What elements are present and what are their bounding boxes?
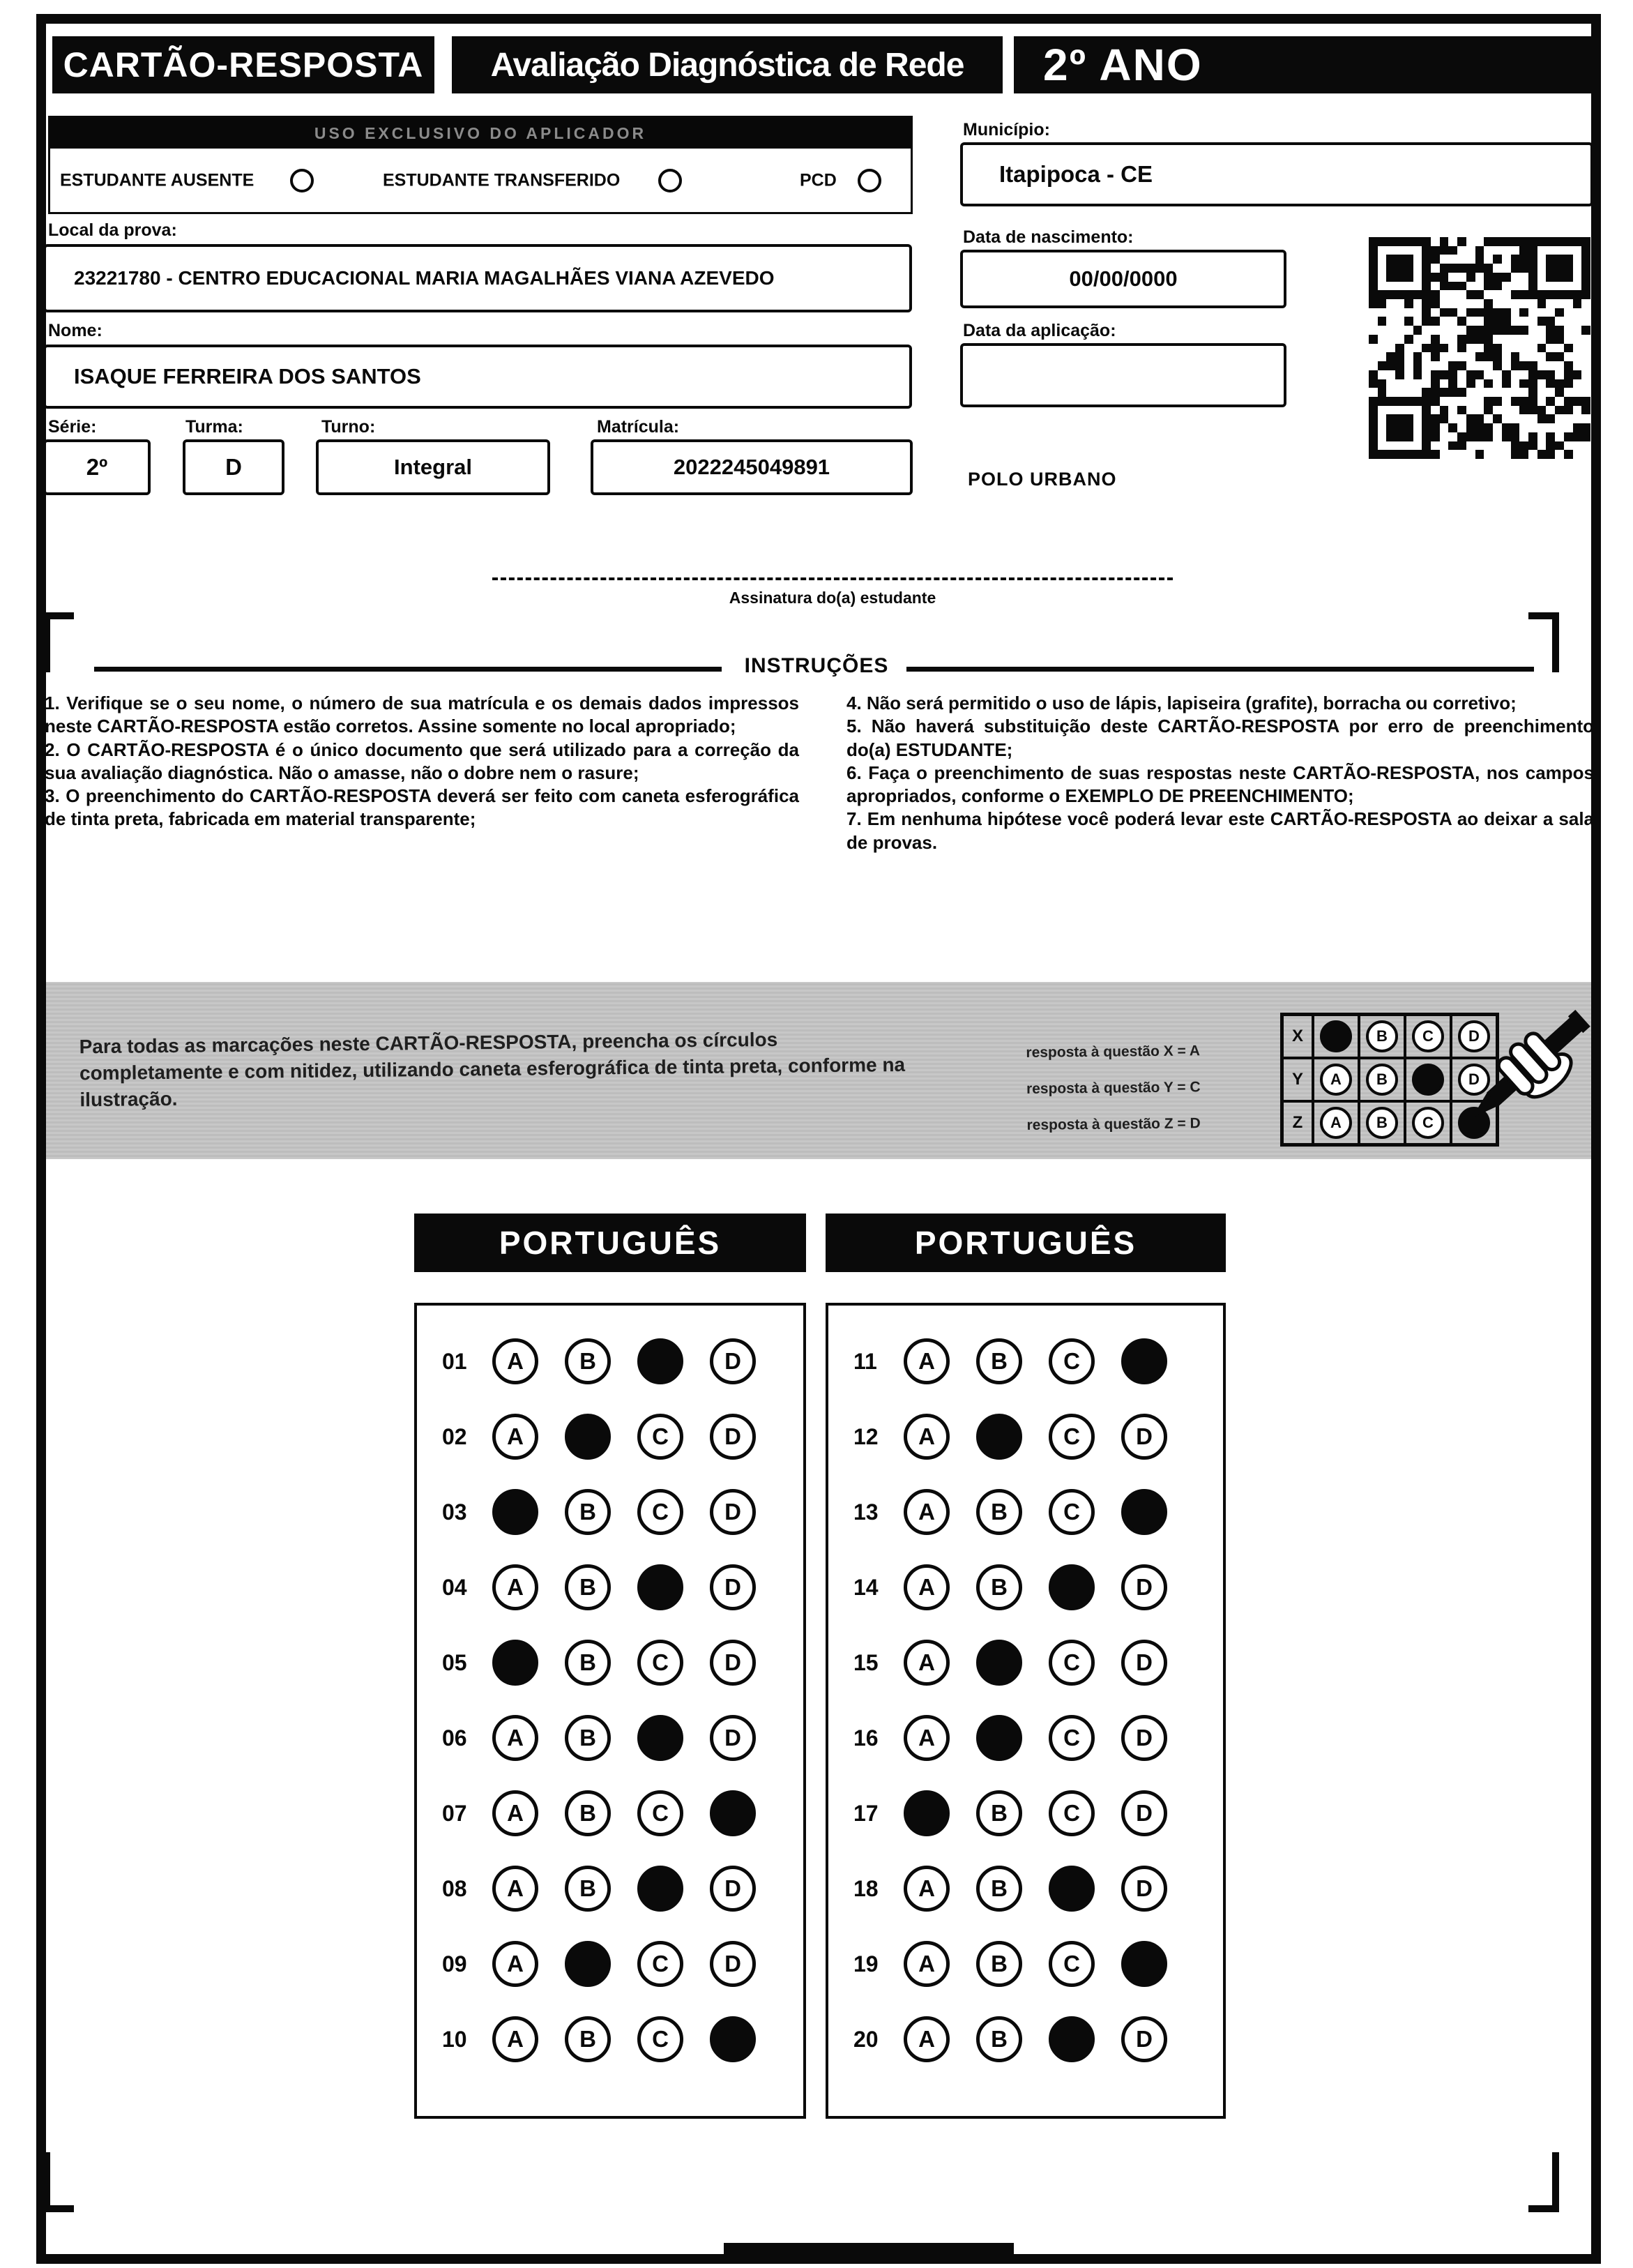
answer-bubble-19-d[interactable] [1121,1941,1167,1987]
example-key-line: resposta à questão Y = C [1026,1079,1201,1097]
answer-bubble-12-b[interactable] [976,1414,1022,1460]
answer-bubble-02-a[interactable]: A [492,1414,538,1460]
question-number: 05 [442,1649,467,1675]
answer-bubble-16-d[interactable]: D [1121,1715,1167,1761]
answer-bubble-15-c[interactable]: C [1049,1640,1095,1686]
answer-bubble-06-d[interactable]: D [710,1715,756,1761]
answer-bubble-20-c[interactable] [1049,2016,1095,2062]
answer-bubble-03-a[interactable] [492,1489,538,1535]
student-name-label: Nome: [48,321,102,340]
birthdate-field: 00/00/0000 [960,250,1286,308]
signature-label: Assinatura do(a) estudante [729,589,936,607]
answer-row-19 [828,1926,1223,2002]
answer-bubble-16-a[interactable]: A [904,1715,950,1761]
question-number: 04 [442,1574,467,1600]
pcd-label: PCD [800,170,837,190]
example-bubble-d: D [1458,1020,1490,1052]
question-number: 10 [442,2026,467,2052]
question-number: 16 [853,1725,879,1751]
municipality-field: Itapipoca - CE [960,142,1593,206]
answer-row-15 [828,1625,1223,1700]
answer-bubble-08-d[interactable]: D [710,1866,756,1912]
example-bubble-a [1320,1020,1352,1052]
instructions-divider-left [94,667,722,672]
answer-bubble-19-c[interactable]: C [1049,1941,1095,1987]
question-number: 20 [853,2026,879,2052]
answer-bubble-09-c[interactable]: C [637,1941,683,1987]
answer-row-01 [417,1324,803,1399]
subject-header-left: PORTUGUÊS [414,1214,806,1272]
example-cell [1313,1015,1359,1058]
question-number: 11 [853,1348,877,1374]
example-instruction-text: Para todas as marcações neste CARTÃO-RESPOSTA, preencha os círculos completamente e com nitidez, utilizando caneta esferográfica de tinta preta, conforme na ilustração. [79,1028,906,1110]
answer-bubble-15-d[interactable]: D [1121,1640,1167,1686]
answer-bubble-08-a[interactable]: A [492,1866,538,1912]
answer-bubble-07-c[interactable]: C [637,1790,683,1836]
answer-bubble-13-a[interactable]: A [904,1489,950,1535]
answer-bubble-20-d[interactable]: D [1121,2016,1167,2062]
answer-bubble-10-b[interactable]: B [565,2016,611,2062]
class-field: D [183,439,284,495]
answer-bubble-20-b[interactable]: B [976,2016,1022,2062]
polo-urbano-label: POLO URBANO [968,469,1117,490]
answer-bubble-03-b[interactable]: B [565,1489,611,1535]
answer-bubble-16-c[interactable]: C [1049,1715,1095,1761]
answer-bubble-08-c[interactable] [637,1866,683,1912]
exam-site-label: Local da prova: [48,220,177,240]
instruction-item: 6. Faça o preenchimento de suas respostas neste CARTÃO-RESPOSTA, nos campos apropriados, conforme o EXEMPLO DE PREENCHIMENTO; [846,762,1594,807]
answer-bubble-05-c[interactable]: C [637,1640,683,1686]
shift-field: Integral [316,439,550,495]
answer-bubble-02-d[interactable]: D [710,1414,756,1460]
answer-bubble-05-d[interactable]: D [710,1640,756,1686]
answer-row-11 [828,1324,1223,1399]
answer-bubble-06-b[interactable]: B [565,1715,611,1761]
answer-row-17 [828,1776,1223,1851]
signature-line[interactable] [492,577,1173,580]
question-number: 06 [442,1725,467,1751]
pen-hand-illustration [1436,979,1604,1154]
answer-row-12 [828,1399,1223,1474]
answer-bubble-14-b[interactable]: B [976,1564,1022,1610]
question-number: 15 [853,1649,879,1675]
answer-row-06 [417,1700,803,1776]
registration-mark-bottom-left [43,2152,74,2212]
answer-bubble-12-a[interactable]: A [904,1414,950,1460]
answer-bubble-04-c[interactable] [637,1564,683,1610]
answer-bubble-10-d[interactable] [710,2016,756,2062]
answer-bubble-18-a[interactable]: A [904,1866,950,1912]
applicator-bar-label: USO EXCLUSIVO DO APLICADOR [50,118,911,149]
exam-site-field: 23221780 - CENTRO EDUCACIONAL MARIA MAGALHÃES VIANA AZEVEDO [43,244,912,312]
absent-student-label: ESTUDANTE AUSENTE [60,170,255,190]
answer-bubble-11-a[interactable]: A [904,1338,950,1384]
answer-bubble-19-a[interactable]: A [904,1941,950,1987]
answer-bubble-02-c[interactable]: C [637,1414,683,1460]
answer-row-10 [417,2002,803,2077]
answer-row-18 [828,1851,1223,1926]
example-cell [1359,1015,1405,1058]
answer-bubble-07-d[interactable] [710,1790,756,1836]
question-number: 17 [853,1800,879,1826]
example-bubble-b: B [1366,1020,1398,1052]
answer-bubble-04-d[interactable]: D [710,1564,756,1610]
answer-bubble-02-b[interactable] [565,1414,611,1460]
answer-row-04 [417,1550,803,1625]
question-number: 07 [442,1800,467,1826]
answer-bubble-15-a[interactable]: A [904,1640,950,1686]
answer-bubble-11-b[interactable]: B [976,1338,1022,1384]
question-number: 12 [853,1423,879,1449]
answer-bubble-05-b[interactable]: B [565,1640,611,1686]
question-number: 02 [442,1423,467,1449]
example-cell [1313,1058,1359,1101]
birthdate-label: Data de nascimento: [963,227,1134,247]
answer-bubble-17-b[interactable]: B [976,1790,1022,1836]
status-checkbox-row [50,149,911,212]
answer-bubble-01-a[interactable]: A [492,1338,538,1384]
example-answer-key [1026,1032,1278,1144]
answer-bubble-13-c[interactable]: C [1049,1489,1095,1535]
example-bubble-c: C [1412,1107,1444,1139]
answer-bubble-14-a[interactable]: A [904,1564,950,1610]
answer-bubble-08-b[interactable]: B [565,1866,611,1912]
answer-bubble-09-b[interactable] [565,1941,611,1987]
instructions-column-right [846,692,1594,854]
answer-bubble-09-a[interactable]: A [492,1941,538,1987]
application-date-label: Data da aplicação: [963,321,1116,340]
answer-block-1 [414,1303,806,2119]
question-number: 09 [442,1951,467,1976]
answer-bubble-10-c[interactable]: C [637,2016,683,2062]
applicator-section [48,116,913,214]
timing-mark [724,2243,1014,2264]
application-date-field [960,343,1286,407]
answer-bubble-17-c[interactable]: C [1049,1790,1095,1836]
question-number: 18 [853,1875,879,1901]
example-bubble-c: C [1412,1020,1444,1052]
municipality-label: Município: [963,120,1050,139]
instruction-item: 1. Verifique se o seu nome, o número de sua matrícula e os demais dados impressos neste CARTÃO-RESPOSTA estão corretos. Assine somente no local apropriado; [45,693,799,737]
pcd-checkbox[interactable] [858,169,881,192]
answer-row-09 [417,1926,803,2002]
question-number: 19 [853,1951,879,1976]
instruction-item: 3. O preenchimento do CARTÃO-RESPOSTA deverá ser feito com caneta esferográfica de tinta preta, fabricada em material transparente; [45,785,799,830]
example-cell [1313,1101,1359,1144]
instructions-column-left [45,692,799,831]
transferred-student-checkbox[interactable] [658,169,682,192]
example-bubble-a: A [1320,1107,1352,1139]
answer-bubble-06-a[interactable]: A [492,1715,538,1761]
sheet-subtitle: Avaliação Diagnóstica de Rede [452,36,1003,93]
shift-label: Turno: [321,417,376,437]
example-row-label: Y [1282,1058,1313,1101]
question-number: 03 [442,1499,467,1525]
grade-badge: 2º ANO [1014,36,1591,93]
answer-bubble-14-c[interactable] [1049,1564,1095,1610]
enrollment-field: 2022245049891 [591,439,913,495]
answer-bubble-04-a[interactable]: A [492,1564,538,1610]
example-cell [1359,1101,1405,1144]
answer-bubble-11-c[interactable]: C [1049,1338,1095,1384]
answer-bubble-12-c[interactable]: C [1049,1414,1095,1460]
answer-bubble-01-c[interactable] [637,1338,683,1384]
series-field: 2º [43,439,151,495]
example-bubble-d: D [1458,1064,1490,1096]
answer-bubble-13-b[interactable]: B [976,1489,1022,1535]
example-row-label: X [1282,1015,1313,1058]
example-bubble-b: B [1366,1107,1398,1139]
answer-row-08 [417,1851,803,1926]
answer-bubble-05-a[interactable] [492,1640,538,1686]
registration-mark-bottom-right [1528,2152,1559,2212]
answer-bubble-18-b[interactable]: B [976,1866,1022,1912]
answer-bubble-01-d[interactable]: D [710,1338,756,1384]
instruction-item: 5. Não haverá substituição deste CARTÃO-RESPOSTA por erro de preenchimento do(a) ESTUDANTE; [846,716,1594,760]
answer-bubble-06-c[interactable] [637,1715,683,1761]
example-bubble-a: A [1320,1064,1352,1096]
sheet-title: CARTÃO-RESPOSTA [52,36,434,93]
enrollment-label: Matrícula: [597,417,680,437]
instructions-title: INSTRUÇÕES [744,654,889,677]
answer-bubble-11-d[interactable] [1121,1338,1167,1384]
answer-row-20 [828,2002,1223,2077]
class-label: Turma: [185,417,243,437]
question-number: 14 [853,1574,879,1600]
answer-row-14 [828,1550,1223,1625]
question-number: 13 [853,1499,879,1525]
answer-bubble-19-b[interactable]: B [976,1941,1022,1987]
answer-bubble-18-c[interactable] [1049,1866,1095,1912]
answer-bubble-16-b[interactable] [976,1715,1022,1761]
answer-bubble-03-d[interactable]: D [710,1489,756,1535]
subject-header-right: PORTUGUÊS [826,1214,1226,1272]
answer-bubble-10-a[interactable]: A [492,2016,538,2062]
question-number: 08 [442,1875,467,1901]
answer-bubble-12-d[interactable]: D [1121,1414,1167,1460]
example-key-line: resposta à questão X = A [1026,1043,1201,1061]
series-label: Série: [48,417,97,437]
answer-bubble-17-a[interactable] [904,1790,950,1836]
answer-row-05 [417,1625,803,1700]
answer-bubble-04-b[interactable]: B [565,1564,611,1610]
absent-student-checkbox[interactable] [290,169,314,192]
answer-bubble-07-b[interactable]: B [565,1790,611,1836]
answer-bubble-13-d[interactable] [1121,1489,1167,1535]
answer-bubble-01-b[interactable]: B [565,1338,611,1384]
question-number: 01 [442,1348,467,1374]
instruction-item: 2. O CARTÃO-RESPOSTA é o único documento que será utilizado para a correção da sua avaliação diagnóstica. Não o amasse, não o dobre nem o rasure; [45,739,799,783]
answer-bubble-15-b[interactable] [976,1640,1022,1686]
answer-bubble-18-d[interactable]: D [1121,1866,1167,1912]
example-row-label: Z [1282,1101,1313,1144]
example-key-line: resposta à questão Z = D [1026,1115,1201,1133]
answer-row-07 [417,1776,803,1851]
example-cell [1359,1058,1405,1101]
answer-block-2 [826,1303,1226,2119]
answer-bubble-14-d[interactable]: D [1121,1564,1167,1610]
answer-bubble-09-d[interactable]: D [710,1941,756,1987]
answer-bubble-17-d[interactable]: D [1121,1790,1167,1836]
instruction-item: 7. Em nenhuma hipótese você poderá levar este CARTÃO-RESPOSTA ao deixar a sala de provas. [846,808,1594,853]
qr-code [1369,237,1590,459]
transferred-student-label: ESTUDANTE TRANSFERIDO [383,170,621,190]
answer-row-02 [417,1399,803,1474]
answer-row-16 [828,1700,1223,1776]
instructions-divider-right [906,667,1534,672]
instruction-item: 4. Não será permitido o uso de lápis, lapiseira (grafite), borracha ou corretivo; [846,693,1517,713]
student-name-field: ISAQUE FERREIRA DOS SANTOS [43,345,912,409]
answer-bubble-20-a[interactable]: A [904,2016,950,2062]
answer-bubble-03-c[interactable]: C [637,1489,683,1535]
answer-row-03 [417,1474,803,1550]
answer-bubble-07-a[interactable]: A [492,1790,538,1836]
example-bubble-b: B [1366,1064,1398,1096]
answer-row-13 [828,1474,1223,1550]
